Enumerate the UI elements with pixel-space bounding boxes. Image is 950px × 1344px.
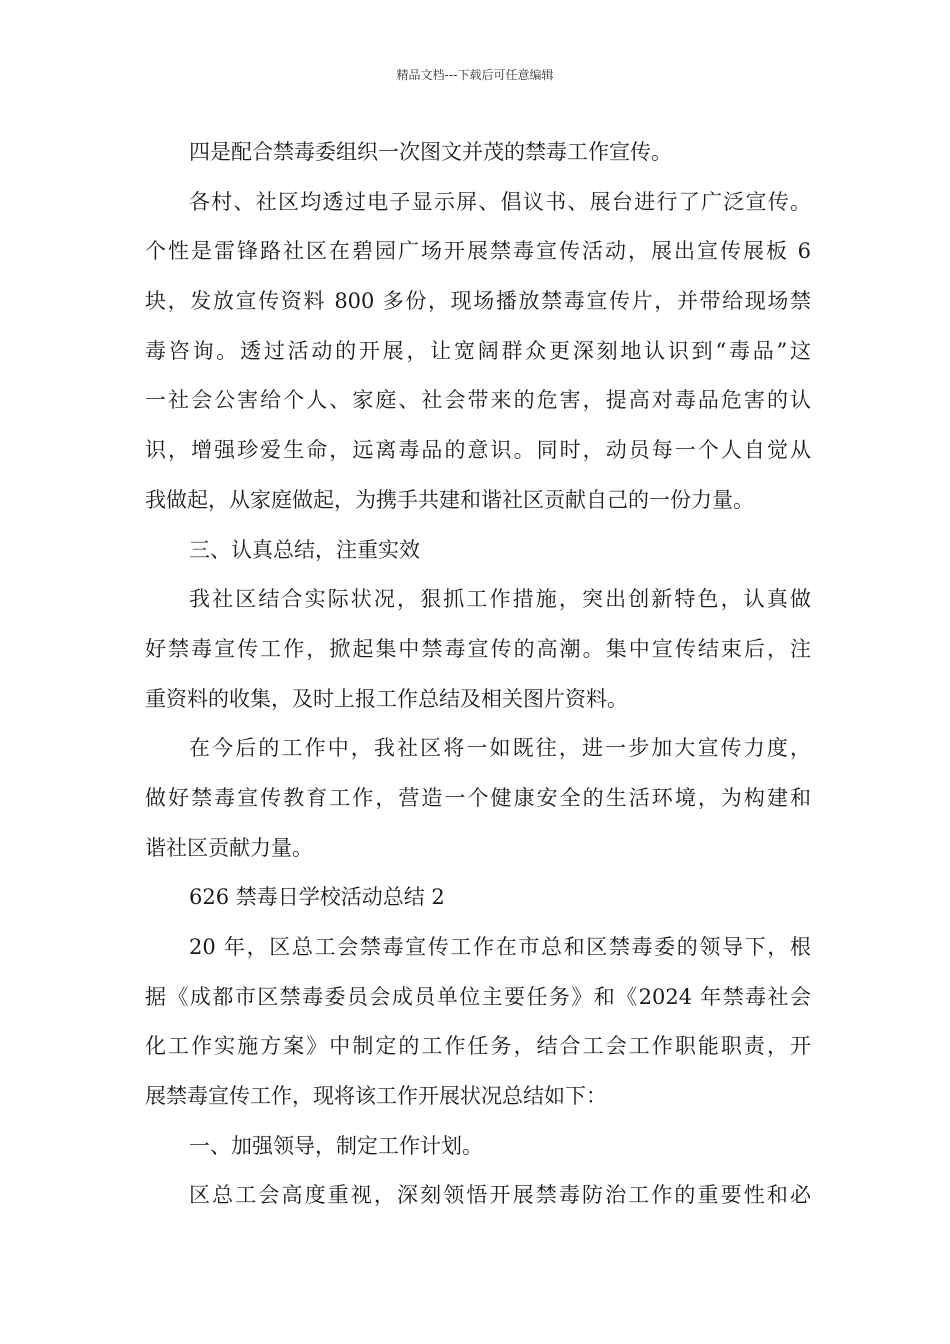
text-line: 毒咨询。透过活动的开展，让宽阔群众更深刻地认识到“毒品”这 — [145, 338, 811, 363]
text-line: 识，增强珍爱生命，远离毒品的意识。同时，动员每一个人自觉从 — [145, 438, 811, 463]
text-line: 展禁毒宣传工作，现将该工作开展状况总结如下： — [145, 1084, 607, 1109]
text-line: 做好禁毒宣传教育工作，营造一个健康安全的生活环境，为构建和 — [145, 785, 811, 810]
text-line: 我做起，从家庭做起，为携手共建和谐社区贡献自己的一份力量。 — [145, 487, 754, 512]
text-line: 谐社区贡献力量。 — [145, 835, 313, 860]
text-line: 一社会公害给个人、家庭、社会带来的危害，提高对毒品危害的认 — [145, 388, 811, 413]
document-body — [145, 128, 811, 1221]
text-line: 各村、社区均透过电子显示屏、倡议书、展台进行了广泛宣传。 — [189, 189, 811, 214]
text-line: 在今后的工作中，我社区将一如既往，进一步加大宣传力度， — [189, 736, 811, 761]
text-line: 化工作实施方案》中制定的工作任务，结合工会工作职能职责，开 — [145, 1034, 811, 1059]
text-line: 20 年，区总工会禁毒宣传工作在市总和区禁毒委的领导下，根 — [189, 935, 811, 959]
text-line: 三、认真总结，注重实效 — [189, 537, 420, 562]
text-line: 区总工会高度重视，深刻领悟开展禁毒防治工作的重要性和必 — [189, 1183, 811, 1208]
text-line: 块，发放宣传资料 800 多份，现场播放禁毒宣传片，并带给现场禁 — [145, 289, 811, 314]
text-line: 我社区结合实际状况，狠抓工作措施，突出创新特色，认真做 — [189, 587, 811, 612]
text-line: 个性是雷锋路社区在碧园广场开展禁毒宣传活动，展出宣传展板 6 — [145, 239, 811, 264]
text-line: 好禁毒宣传工作，掀起集中禁毒宣传的高潮。集中宣传结束后，注 — [145, 636, 811, 661]
text-line: 四是配合禁毒委组织一次图文并茂的禁毒工作宣传。 — [189, 140, 672, 164]
text-line: 据《成都市区禁毒委员会成员单位主要任务》和《2024 年禁毒社会 — [145, 984, 811, 1009]
text-line: 626 禁毒日学校活动总结 2 — [189, 885, 445, 910]
page-header: 精品文档---下载后可任意编辑 — [396, 68, 554, 82]
text-line: 一、加强领导，制定工作计划。 — [189, 1133, 483, 1158]
text-line: 重资料的收集，及时上报工作总结及相关图片资料。 — [145, 686, 628, 711]
